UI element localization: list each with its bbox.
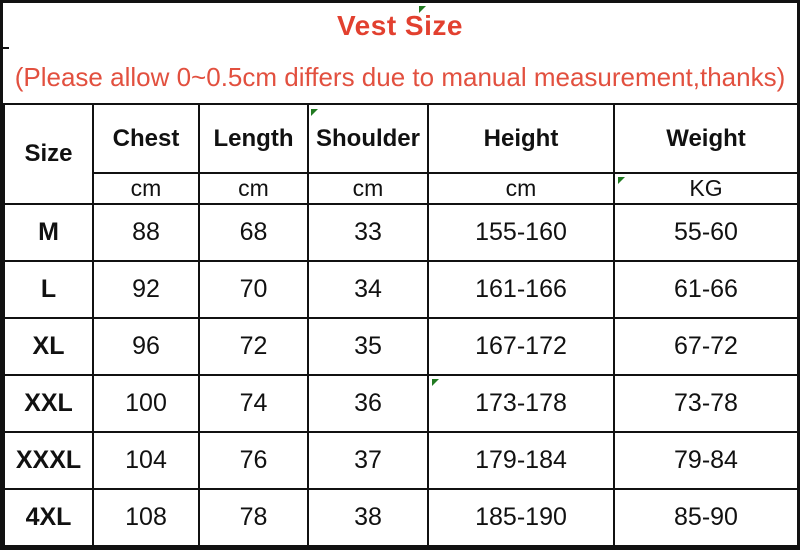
measurement-note: (Please allow 0~0.5cm differs due to manual measurement,thanks) bbox=[14, 62, 786, 92]
size-label: XL bbox=[4, 318, 93, 375]
title-area bbox=[3, 3, 797, 103]
weight-value: 67-72 bbox=[614, 318, 798, 375]
table-header-row bbox=[4, 104, 798, 173]
unit-shoulder: cm bbox=[308, 173, 428, 204]
chest-value: 104 bbox=[93, 432, 199, 489]
size-label: L bbox=[4, 261, 93, 318]
green-corner-triangle-icon bbox=[311, 109, 318, 116]
size-label: XXXL bbox=[4, 432, 93, 489]
table-row bbox=[4, 375, 798, 432]
chest-value: 100 bbox=[93, 375, 199, 432]
length-value: 78 bbox=[199, 489, 308, 546]
shoulder-value: 35 bbox=[308, 318, 428, 375]
table-row bbox=[4, 261, 798, 318]
size-label: M bbox=[4, 204, 93, 261]
shoulder-value: 37 bbox=[308, 432, 428, 489]
length-value: 68 bbox=[199, 204, 308, 261]
chest-value: 96 bbox=[93, 318, 199, 375]
weight-value: 61-66 bbox=[614, 261, 798, 318]
column-header-size: Size bbox=[4, 104, 93, 204]
shoulder-value: 38 bbox=[308, 489, 428, 546]
table-row bbox=[4, 432, 798, 489]
shoulder-value: 33 bbox=[308, 204, 428, 261]
chest-value: 88 bbox=[93, 204, 199, 261]
page-title: Vest Size bbox=[337, 10, 463, 41]
column-header-length: Length bbox=[199, 104, 308, 173]
table-row bbox=[4, 318, 798, 375]
length-value: 72 bbox=[199, 318, 308, 375]
green-corner-triangle-icon bbox=[432, 379, 439, 386]
table-row bbox=[4, 489, 798, 546]
shoulder-value: 34 bbox=[308, 261, 428, 318]
weight-value: 85-90 bbox=[614, 489, 798, 546]
unit-weight: KG bbox=[614, 173, 798, 204]
unit-chest: cm bbox=[93, 173, 199, 204]
height-value: 179-184 bbox=[428, 432, 614, 489]
weight-value: 79-84 bbox=[614, 432, 798, 489]
height-value: 155-160 bbox=[428, 204, 614, 261]
height-value: 173-178 bbox=[428, 375, 614, 432]
height-value: 167-172 bbox=[428, 318, 614, 375]
size-table bbox=[3, 103, 799, 547]
table-unit-row bbox=[4, 173, 798, 204]
weight-value: 73-78 bbox=[614, 375, 798, 432]
column-header-shoulder: Shoulder bbox=[308, 104, 428, 173]
chest-value: 108 bbox=[93, 489, 199, 546]
green-corner-triangle-icon bbox=[618, 177, 625, 184]
height-value: 185-190 bbox=[428, 489, 614, 546]
length-value: 76 bbox=[199, 432, 308, 489]
length-value: 70 bbox=[199, 261, 308, 318]
green-corner-triangle-icon bbox=[419, 6, 426, 13]
length-value: 74 bbox=[199, 375, 308, 432]
unit-height: cm bbox=[428, 173, 614, 204]
column-header-chest: Chest bbox=[93, 104, 199, 173]
column-header-height: Height bbox=[428, 104, 614, 173]
shoulder-value: 36 bbox=[308, 375, 428, 432]
size-label: 4XL bbox=[4, 489, 93, 546]
chest-value: 92 bbox=[93, 261, 199, 318]
unit-length: cm bbox=[199, 173, 308, 204]
row-divider-tick bbox=[3, 47, 9, 49]
weight-value: 55-60 bbox=[614, 204, 798, 261]
size-label: XXL bbox=[4, 375, 93, 432]
column-header-weight: Weight bbox=[614, 104, 798, 173]
table-row bbox=[4, 204, 798, 261]
height-value: 161-166 bbox=[428, 261, 614, 318]
